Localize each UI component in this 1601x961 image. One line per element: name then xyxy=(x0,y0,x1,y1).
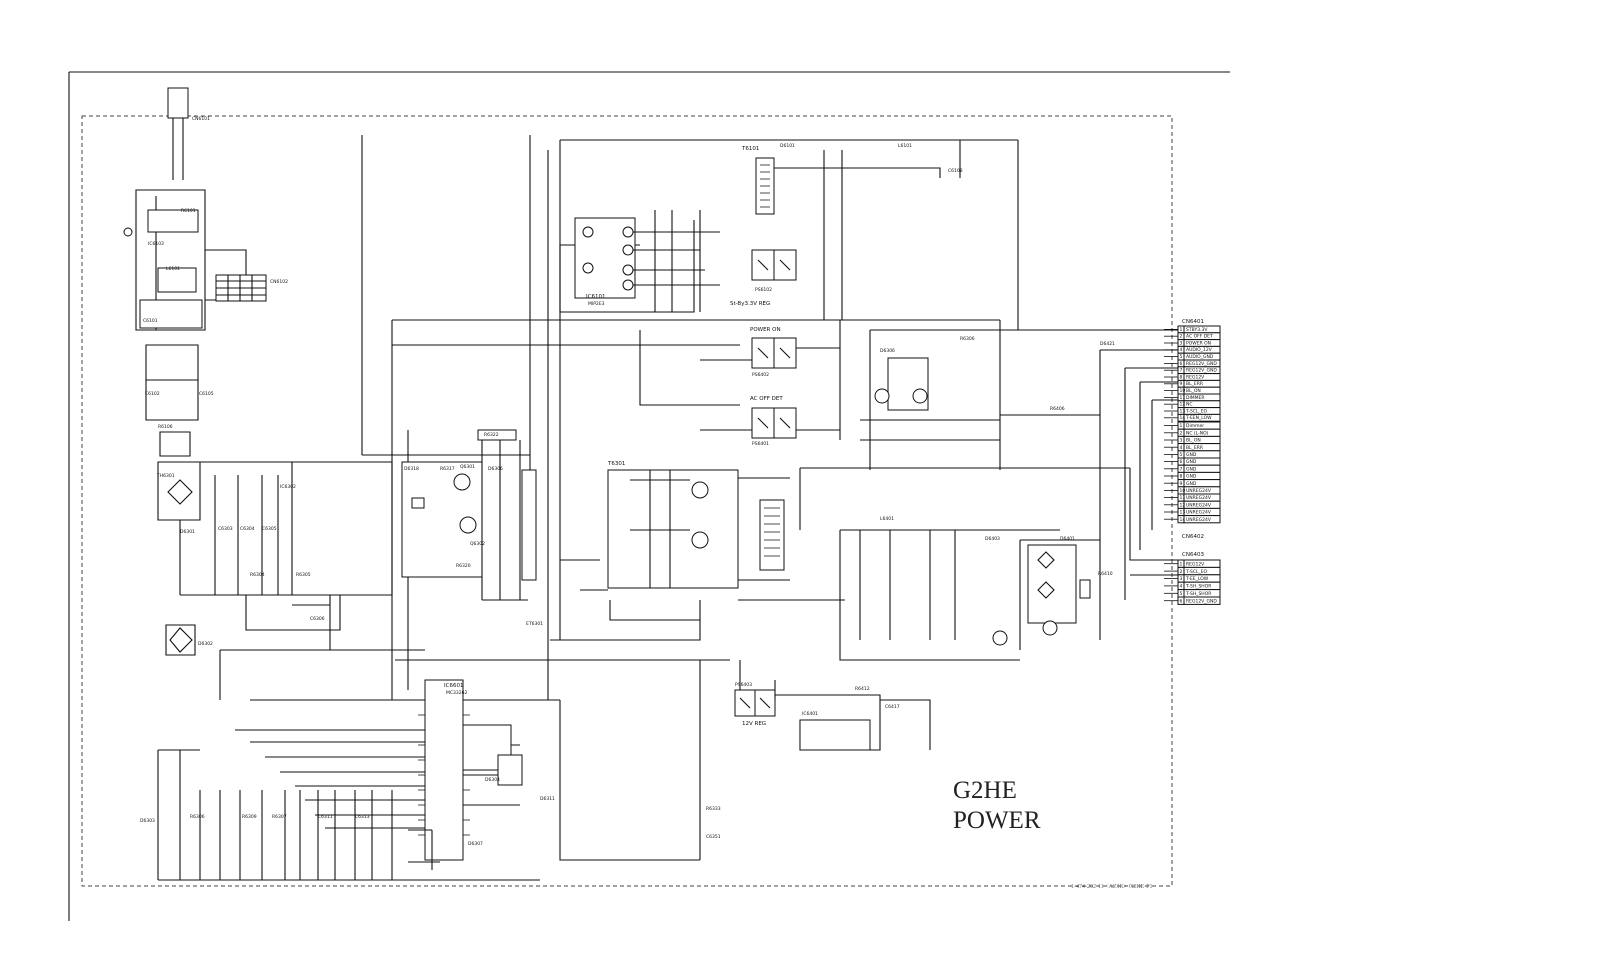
svg-text:D6307: D6307 xyxy=(468,842,483,847)
document-id: 1-474-202-11 <AZ1K> G2HE-P1 xyxy=(1071,884,1153,890)
cn6402-pin-label: UNREG24V xyxy=(1186,489,1211,494)
main-rails xyxy=(180,462,392,650)
cn6402-pin-number: 3 xyxy=(1179,438,1183,444)
cn6401-pin-label: REG12V_GND xyxy=(1186,361,1217,367)
svg-text:L6101: L6101 xyxy=(166,267,180,272)
cn6401-pin-number: 5 xyxy=(1179,355,1183,360)
svg-text:D6306: D6306 xyxy=(880,349,895,354)
svg-text:ET6301: ET6301 xyxy=(526,622,544,627)
photocoupler-ps6401 xyxy=(750,396,796,447)
bridge-rectifier-d6301 xyxy=(156,462,200,535)
svg-text:R6320: R6320 xyxy=(456,564,471,569)
svg-text:C6311: C6311 xyxy=(318,815,333,820)
cn6402-pin-label: UNREG24V xyxy=(1186,496,1211,502)
svg-text:C6306: C6306 xyxy=(310,617,325,622)
svg-text:L6401: L6401 xyxy=(880,517,894,522)
reg-12v-block xyxy=(775,680,930,750)
svg-text:C6101: C6101 xyxy=(143,319,158,324)
cn6401-pin-label: BL_ON xyxy=(1186,389,1201,394)
cn6403-pin-label: REG12V xyxy=(1186,562,1205,568)
svg-text:C6108: C6108 xyxy=(948,169,963,174)
cn6402-pin-number: 4 xyxy=(1179,445,1183,451)
diagram-title-line2: POWER xyxy=(953,807,1041,834)
cn6402-pin-number: 8 xyxy=(1179,474,1183,480)
cn6401-pin-label: REG12V_GND xyxy=(1186,368,1217,374)
cn6401-pin-number: 2 xyxy=(1179,334,1183,340)
pfc-stage xyxy=(402,430,543,627)
svg-text:R6304: R6304 xyxy=(250,573,265,578)
svg-text:R6305: R6305 xyxy=(296,573,311,578)
ps6102-ref: PS6102 xyxy=(755,288,773,293)
photocoupler-ps6102 xyxy=(730,250,796,307)
cn6402-pin-label: GND xyxy=(1186,460,1197,466)
cn6402-pin-label: BL_ERR xyxy=(1186,445,1203,451)
svg-text:R6317: R6317 xyxy=(440,467,455,472)
cn6401-pin-number: 1 xyxy=(1179,327,1183,333)
cn6401-pin-number: 7 xyxy=(1179,368,1183,374)
cn6401-pin-number: 3 xyxy=(1179,341,1183,347)
svg-text:C6417: C6417 xyxy=(885,705,900,710)
svg-text:C6303: C6303 xyxy=(218,527,233,532)
cn6402-pin-label: GND xyxy=(1186,467,1197,473)
svg-text:R6106: R6106 xyxy=(158,425,173,430)
cn6402-pin-number: 6 xyxy=(1179,460,1183,466)
cn6401-pin-number: 4 xyxy=(1179,348,1183,354)
cn6402-pin-number: 11 xyxy=(1179,496,1186,502)
cn6403-pin-number: 1 xyxy=(1179,562,1183,568)
cn6401-pin-number: 14 xyxy=(1179,416,1186,422)
cn6401-pin-number: 6 xyxy=(1179,361,1183,367)
cn6402-pin-number: 12 xyxy=(1179,503,1186,509)
cn6401-pin-label: POWER ON xyxy=(1186,341,1212,347)
cn6401-pin-label: AUDIO_GND xyxy=(1186,355,1214,360)
cn6402-pin-label: BL_ON xyxy=(1186,438,1201,444)
svg-text:R6410: R6410 xyxy=(1098,572,1113,577)
cn6402-pin-label: GND xyxy=(1186,481,1197,487)
cn6402-pin-label: GND xyxy=(1186,453,1197,458)
cn6402-pin-number: 10 xyxy=(1179,489,1186,494)
cn6401-pin-number: 12 xyxy=(1179,402,1186,408)
standby-converter xyxy=(560,140,1018,330)
svg-text:D6403: D6403 xyxy=(985,537,1000,542)
cn6402-pin-number: 14 xyxy=(1179,517,1186,523)
svg-text:D6301: D6301 xyxy=(180,530,195,535)
cn6403-pin-label: REG12V_GND xyxy=(1186,599,1217,605)
cn6402-pin-label: UNREG24V xyxy=(1186,517,1211,523)
svg-text:IC6103: IC6103 xyxy=(148,242,164,247)
ps6403-ref: PS6403 xyxy=(735,683,753,688)
svg-text:R6322: R6322 xyxy=(484,433,499,438)
cn6402-pin-label: GND xyxy=(1186,474,1197,480)
ic6601-part: MC33262 xyxy=(446,691,468,696)
cn6402-pin-label: UNREG24V xyxy=(1186,510,1211,516)
svg-text:R6412: R6412 xyxy=(855,687,870,692)
svg-text:IC6302: IC6302 xyxy=(280,485,296,490)
input-filter-section xyxy=(124,190,288,456)
svg-text:C6313: C6313 xyxy=(355,815,370,820)
power-on-label: POWER ON xyxy=(750,327,781,333)
svg-text:D6304: D6304 xyxy=(485,778,500,783)
svg-text:D6311: D6311 xyxy=(540,797,555,802)
svg-text:C6105: C6105 xyxy=(199,392,214,397)
cn6401-pin-number: 8 xyxy=(1179,375,1183,381)
cn6402-pin-number: 2 xyxy=(1179,431,1183,437)
svg-text:R6309: R6309 xyxy=(242,815,257,820)
svg-text:D6303: D6303 xyxy=(140,819,155,824)
cn6403-pin-label: T-SH_SHOR xyxy=(1186,584,1212,590)
cn6402-pin-number: 5 xyxy=(1179,453,1183,458)
cn6401-pin-number: 10 xyxy=(1179,389,1186,394)
cn6401-pin-label: NC xyxy=(1186,402,1193,408)
diagram-title-line1: G2HE xyxy=(953,777,1017,804)
photocoupler-ps6402 xyxy=(750,327,796,378)
cn6403-pin-label: T-EE_LOW xyxy=(1186,577,1209,583)
cn6402-ref: CN6402 xyxy=(1182,534,1204,540)
svg-text:R6306: R6306 xyxy=(960,337,975,342)
svg-text:CN6102: CN6102 xyxy=(270,280,288,285)
cn6401-pin-label: REG12V xyxy=(1186,375,1205,381)
ps6402-ref: PS6402 xyxy=(752,373,770,378)
ic6101-part: MIP2E3 xyxy=(588,302,605,307)
cn6403-pin-label: T-SH_SHOR xyxy=(1186,592,1212,597)
cn6401-pin-number: 13 xyxy=(1179,409,1186,415)
svg-text:D6302: D6302 xyxy=(198,642,213,647)
ac-inlet xyxy=(168,88,210,180)
t6301-ref: T6301 xyxy=(608,461,626,467)
svg-text:C6102: C6102 xyxy=(145,392,160,397)
svg-text:D6306: D6306 xyxy=(488,467,503,472)
svg-text:D6401: D6401 xyxy=(1060,537,1075,542)
cn6401-pin-label: AUDIO_12V xyxy=(1186,348,1212,354)
st-reg-label: St-By3.3V REG xyxy=(730,301,771,307)
cn6401-pin-label: AC OFF DET xyxy=(1186,334,1213,340)
cn6402-pin-label: Dimmer xyxy=(1186,424,1205,430)
svg-text:CN6101: CN6101 xyxy=(192,117,210,122)
ic6601-controller xyxy=(418,680,560,860)
svg-text:L6101: L6101 xyxy=(898,144,912,149)
t6101-ref: T6101 xyxy=(742,146,760,152)
svg-text:C6351: C6351 xyxy=(706,835,721,840)
ac-off-det-label: AC OFF DET xyxy=(750,396,783,402)
cn6403-pin-label: T-SCL_EO xyxy=(1186,569,1208,575)
cn6401-pin-label: STBY3.3V xyxy=(1186,327,1208,333)
svg-text:Q6302: Q6302 xyxy=(470,542,485,547)
svg-text:R6333: R6333 xyxy=(706,807,721,812)
cn6403-pin-number: 2 xyxy=(1179,569,1183,575)
cn6402-pin-number: 7 xyxy=(1179,467,1183,473)
svg-text:D6101: D6101 xyxy=(780,144,795,149)
svg-text:R6101: R6101 xyxy=(181,209,196,214)
svg-text:R6307: R6307 xyxy=(272,815,287,820)
secondary-regulation xyxy=(800,320,1180,660)
svg-text:D6318: D6318 xyxy=(404,467,419,472)
cn6402-pin-number: 9 xyxy=(1179,481,1183,487)
cn6403-pin-number: 3 xyxy=(1179,577,1183,583)
photocoupler-ps6403 xyxy=(735,682,775,727)
svg-text:R6306: R6306 xyxy=(190,815,205,820)
cn6401-ref: CN6401 xyxy=(1182,319,1204,325)
cn6402-pin-label: UNREG24V xyxy=(1186,503,1211,509)
cn6402-pin-label: NC (L-NO) xyxy=(1186,431,1209,437)
ps6401-ref: PS6401 xyxy=(752,442,770,447)
svg-text:R6406: R6406 xyxy=(1050,407,1065,412)
cn6401-pin-number: 9 xyxy=(1179,382,1183,388)
connector-cn6402 xyxy=(1164,422,1220,540)
cn6401-pin-label: T-SCL_EO xyxy=(1186,409,1208,415)
svg-text:C6305: C6305 xyxy=(262,527,277,532)
reg-12v-label: 12V REG xyxy=(742,721,767,727)
cn6403-ref: CN6403 xyxy=(1182,552,1204,558)
cn6403-pin-number: 6 xyxy=(1179,599,1183,605)
cn6403-pin-number: 5 xyxy=(1179,592,1183,597)
ic6601-ref: IC6601 xyxy=(444,683,464,689)
cn6403-pin-number: 4 xyxy=(1179,584,1183,590)
cn6402-pin-number: 13 xyxy=(1179,510,1186,516)
bridge-rectifier-d6302 xyxy=(166,625,213,655)
svg-text:C6304: C6304 xyxy=(240,527,255,532)
ic6101-ref: IC6101 xyxy=(586,294,606,300)
cn6401-pin-label: DIMMER xyxy=(1186,395,1205,401)
cn6402-pin-number: 1 xyxy=(1179,424,1183,430)
svg-text:Q6301: Q6301 xyxy=(460,465,475,470)
cn6401-pin-label: BL_ERR xyxy=(1186,382,1203,388)
svg-text:TH6301: TH6301 xyxy=(157,474,175,479)
cn6401-pin-label: T-EEN_LOW xyxy=(1186,416,1212,422)
svg-text:IC6401: IC6401 xyxy=(802,712,818,717)
cn6401-pin-number: 11 xyxy=(1179,395,1186,401)
bottom-center-net xyxy=(560,660,721,860)
svg-text:D6421: D6421 xyxy=(1100,342,1115,347)
